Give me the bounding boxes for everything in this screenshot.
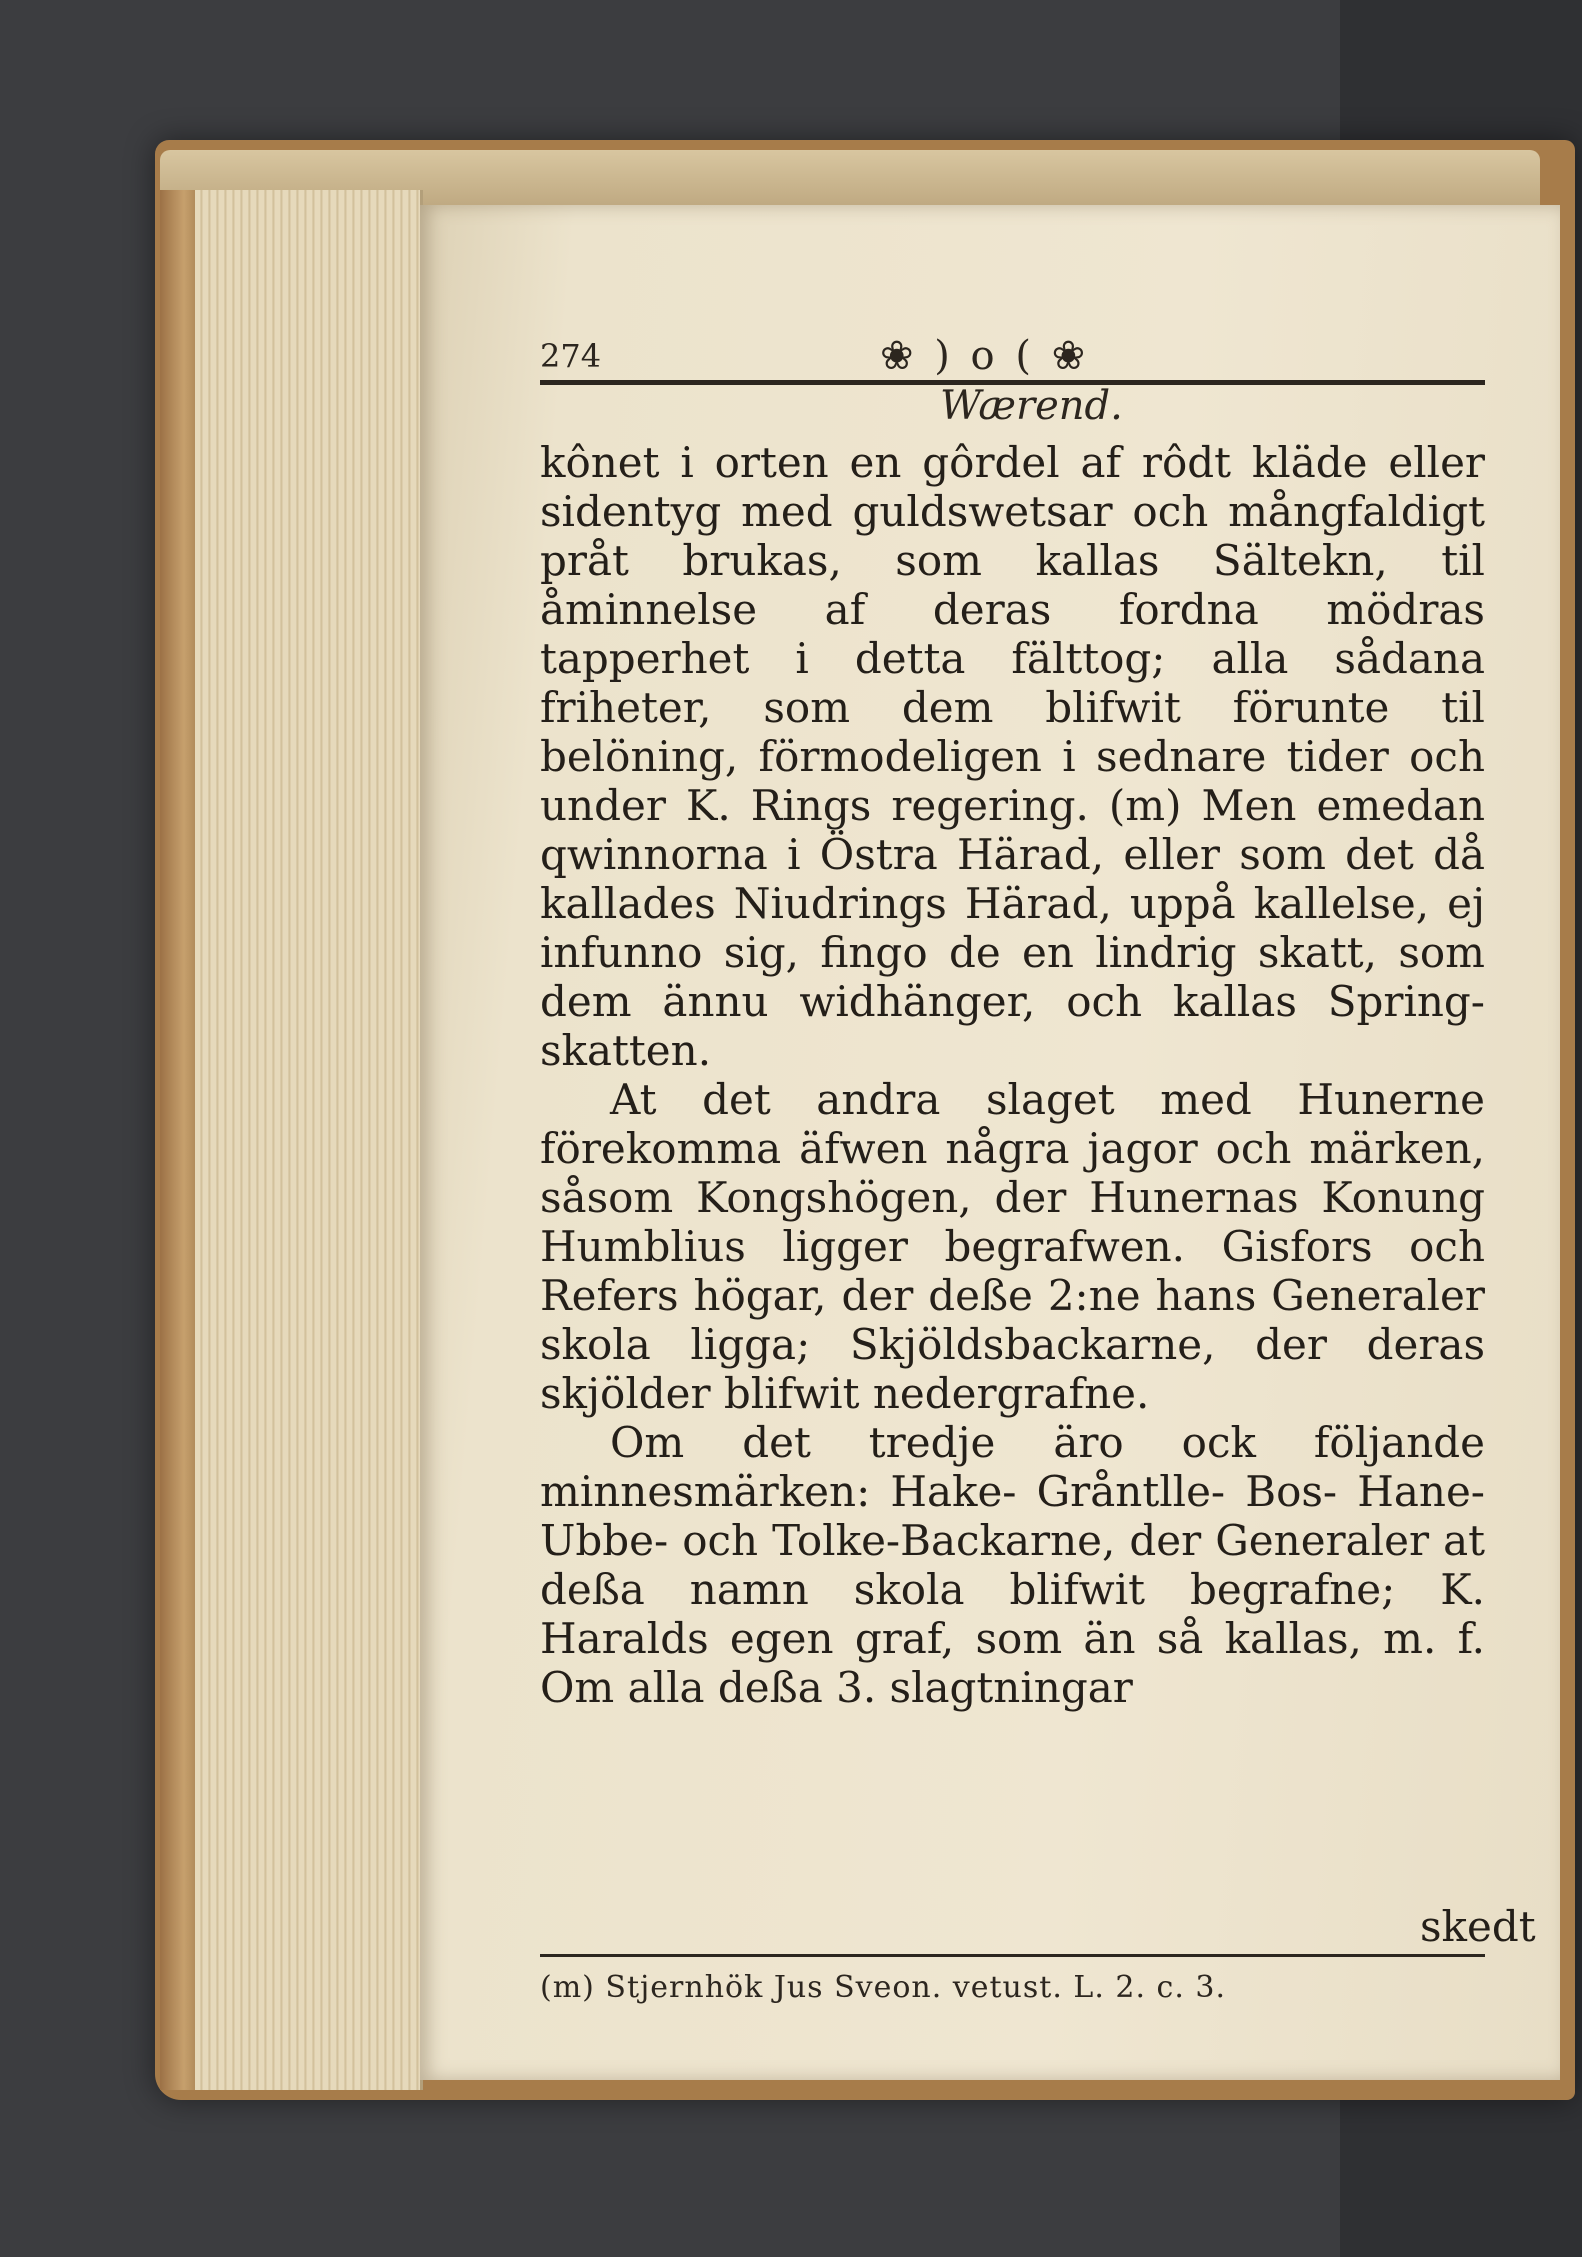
footnote: (m) Stjernhök Jus Sveon. vetust. L. 2. c. 3. <box>540 1970 1227 2005</box>
catchword: skedt <box>1420 1902 1536 1951</box>
page-header <box>540 325 1485 385</box>
body-text <box>540 438 1485 1712</box>
paragraph: Om det tredje äro ock följande minnesmärken: Hake- Gråntlle- Bos- Hane- Ubbe- och Tolke-Backarne, der Generaler at deßa namn skola blifwit begrafne; K. Haralds egen graf, som än så kallas, m. f. Om alla deßa 3. slagtningar <box>540 1418 1485 1712</box>
section-title: Wærend. <box>940 383 1123 429</box>
footnote-rule <box>540 1954 1485 1957</box>
paragraph: kônet i orten en gôrdel af rôdt kläde eller sidentyg med guldswetsar och mångfaldigt pråt brukas, som kallas Sältekn, til åminnelse af deras fordna mödras tapperhet i detta fälttog; alla sådana friheter, som dem blifwit förunte til belöning, förmodeligen i sednare tider och under K. Rings regering. (m) Men emedan qwinnorna i Östra Härad, eller som det då kallades Niudrings Härad, uppå kallelse, ej infunno sig, fingo de en lindrig skatt, som dem ännu widhänger, och kallas Spring-skatten. <box>540 438 1485 1075</box>
page-number: 274 <box>540 337 602 375</box>
page-stack-edge <box>195 190 423 2090</box>
paragraph: At det andra slaget med Hunerne förekomma äfwen några jagor och märken, såsom Kongshögen, der Hunernas Konung Humblius ligger begrafwen. Gisfors och Refers högar, der deße 2:ne hans Generaler skola ligga; Skjöldsbackarne, der deras skjölder blifwit nedergrafne. <box>540 1075 1485 1418</box>
book-spine-edge <box>160 190 200 2090</box>
header-ornament: ❀ ) o ( ❀ <box>880 333 1090 379</box>
